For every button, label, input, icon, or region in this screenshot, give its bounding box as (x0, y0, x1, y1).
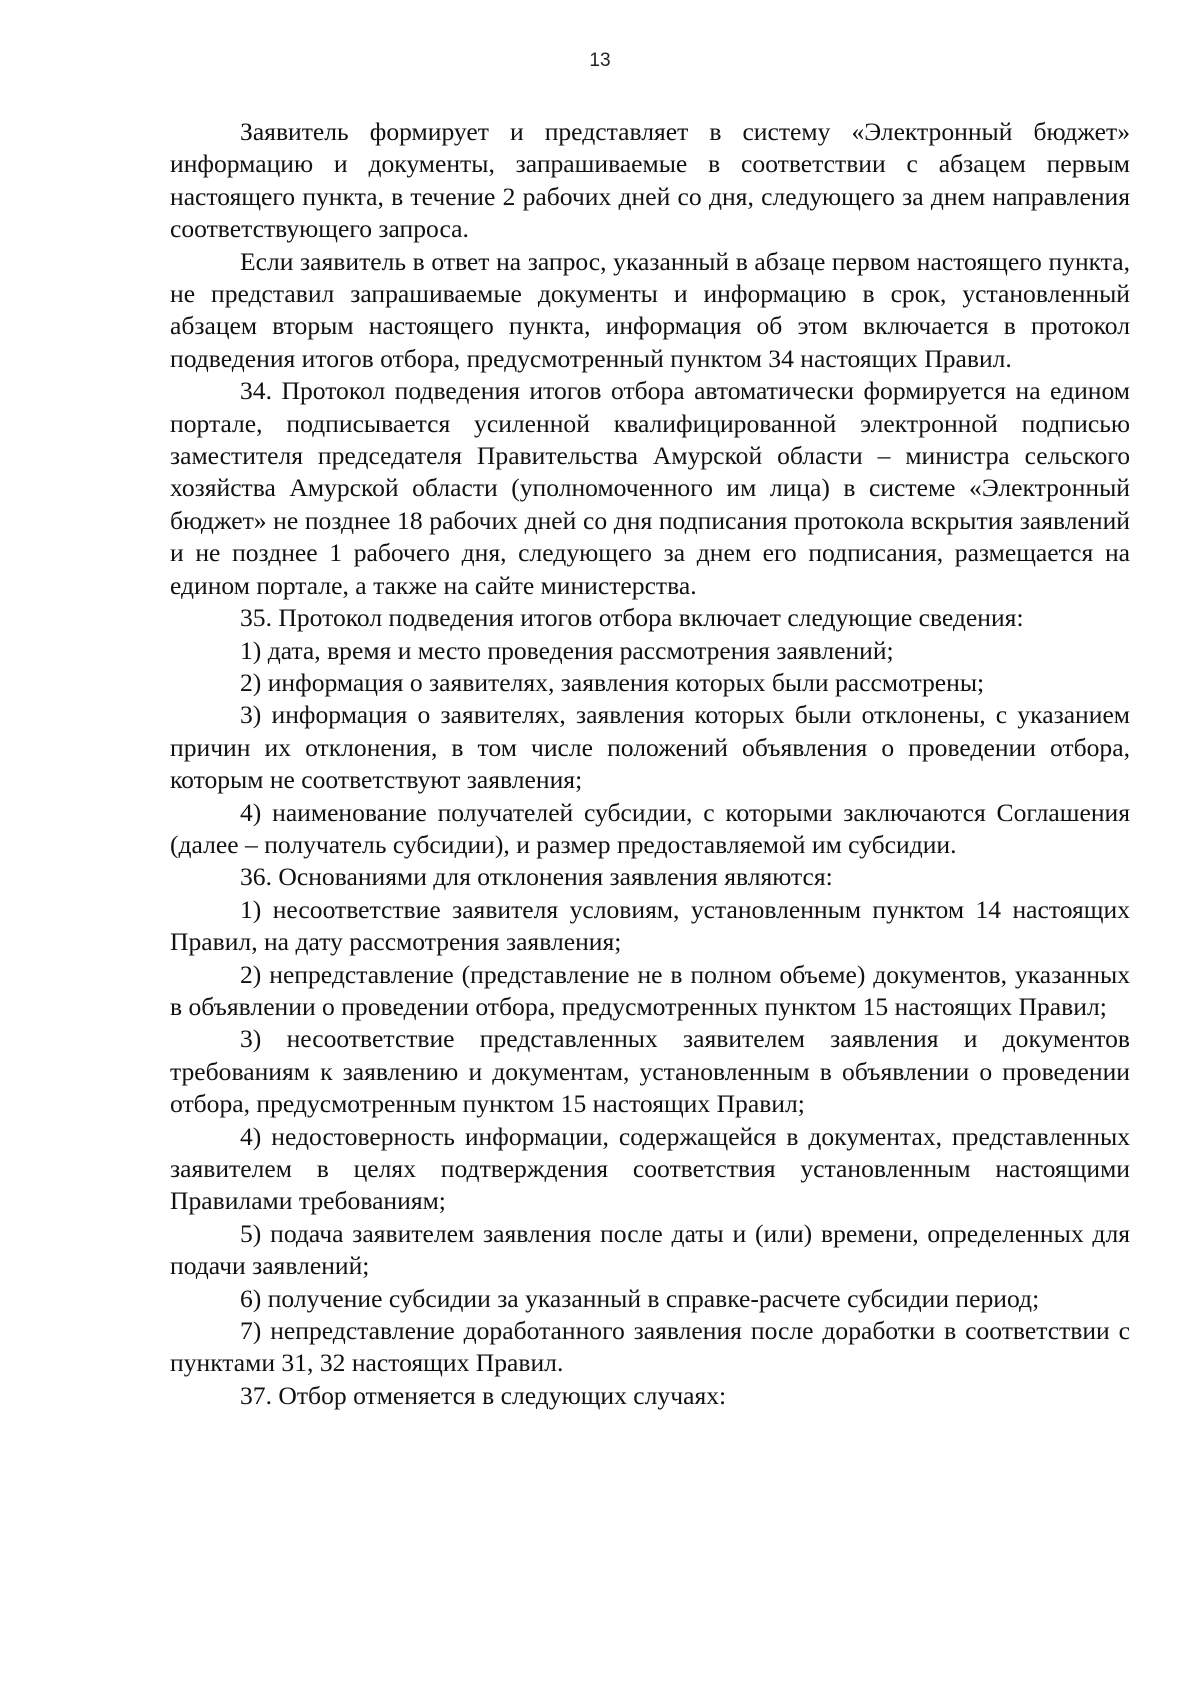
list-item: 3) информация о заявителях, заявления которых были отклонены, с указанием причин их отклонения, в том числе положений объявления о проведении отбора, которым не соответствуют заявления; (170, 700, 1130, 795)
list-item: 4) недостоверность информации, содержащейся в документах, представленных заявителем в целях подтверждения соответствия установленным настоящими Правилами требованиям; (170, 1121, 1130, 1216)
paragraph: Если заявитель в ответ на запрос, указанный в абзаце первом настоящего пункта, не представил запрашиваемые документы и информацию в срок, установленный абзацем вторым настоящего пункта, информация об этом включается в протокол подведения итогов отбора, предусмотренный пунктом 34 настоящих Правил. (170, 246, 1130, 373)
page-number: 13 (589, 50, 611, 71)
list-item: 3) несоответствие представленных заявителем заявления и документов требованиям к заявлению и документам, установленным в объявлении о проведении отбора, предусмотренным пунктом 15 настоящих Правил; (170, 1024, 1130, 1119)
list-item: 2) информация о заявителях, заявления которых были рассмотрены; (240, 667, 985, 697)
paragraph: Заявитель формирует и представляет в систему «Электронный бюджет» информацию и документы, запрашиваемые в соответствии с абзацем первым настоящего пункта, в течение 2 рабочих дней со дня, следующего за днем направления соответствующего запроса. (170, 117, 1130, 244)
list-item: 7) непредставление доработанного заявления после доработки в соответствии с пунктами 31, 32 настоящих Правил. (170, 1316, 1130, 1378)
list-item: 1) дата, время и место проведения рассмотрения заявлений; (240, 635, 894, 665)
document-body (170, 116, 1130, 1412)
paragraph: 34. Протокол подведения итогов отбора автоматически формируется на едином портале, подписывается усиленной квалифицированной электронной подписью заместителя председателя Правительства Амурской области – министра сельского хозяйства Амурской области (уполномоченного им лица) в системе «Электронный бюджет» не позднее 18 рабочих дней со дня подписания протокола вскрытия заявлений и не позднее 1 рабочего дня, следующего за днем его подписания, размещается на едином портале, а также на сайте министерства. (170, 376, 1130, 600)
list-item: 6) получение субсидии за указанный в справке-расчете субсидии период; (240, 1283, 1040, 1313)
list-item: 4) наименование получателей субсидии, с которыми заключаются Соглашения (далее – получатель субсидии), и размер предоставляемой им субсидии. (170, 797, 1130, 859)
list-item: 5) подача заявителем заявления после даты и (или) времени, определенных для подачи заявлений; (170, 1218, 1130, 1281)
list-item: 2) непредставление (представление не в полном объеме) документов, указанных в объявлении о проведении отбора, предусмотренных пунктом 15 настоящих Правил; (170, 959, 1130, 1021)
paragraph: 37. Отбор отменяется в следующих случаях: (240, 1380, 727, 1410)
paragraph: 35. Протокол подведения итогов отбора включает следующие сведения: (240, 603, 1024, 633)
list-item: 1) несоответствие заявителя условиям, установленным пунктом 14 настоящих Правил, на дату рассмотрения заявления; (170, 894, 1130, 957)
paragraph: 36. Основаниями для отклонения заявления являются: (240, 862, 833, 892)
